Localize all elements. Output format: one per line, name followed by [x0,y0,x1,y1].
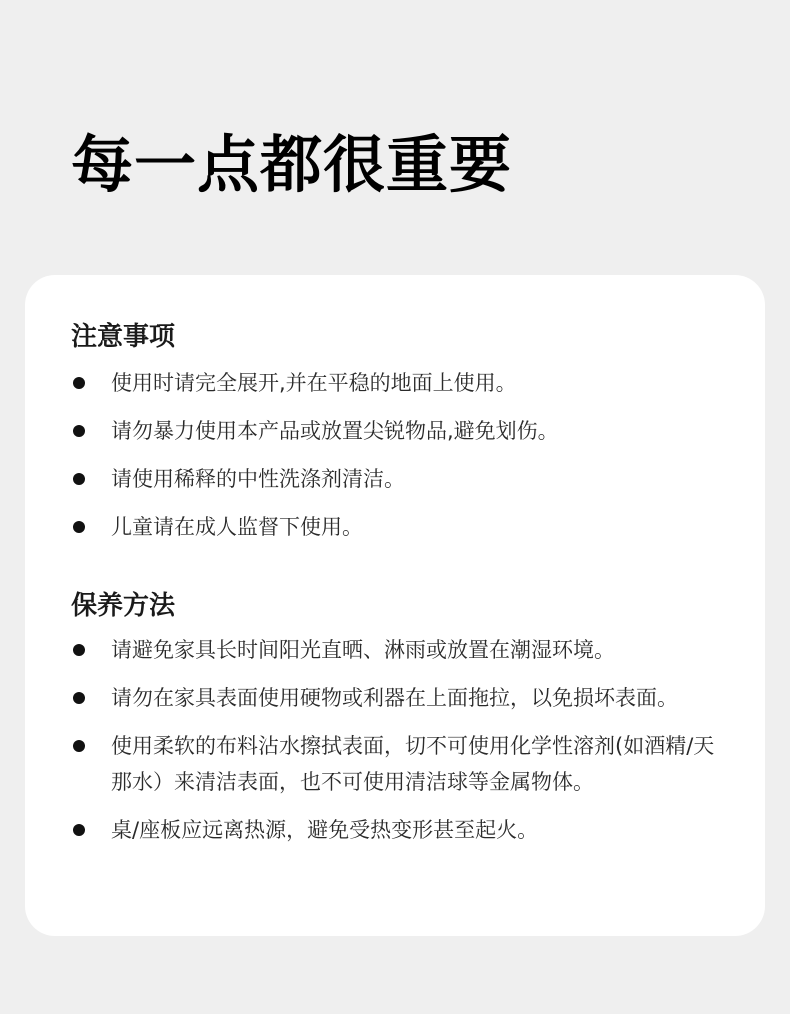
bullet-dot-icon [73,740,85,752]
notes-section [71,315,731,557]
info-card [25,275,765,936]
list-item-text: 请勿暴力使用本产品或放置尖锐物品,避免划伤。 [111,419,559,443]
list-item-text: 使用时请完全展开,并在平稳的地面上使用。 [111,371,517,395]
bullet-dot-icon [73,521,85,533]
list-item [71,365,731,401]
list-item-text: 请使用稀释的中性洗涤剂清洁。 [111,467,405,491]
list-item [71,812,731,848]
list-item [71,413,731,449]
bullet-dot-icon [73,692,85,704]
bullet-dot-icon [73,377,85,389]
bullet-dot-icon [73,425,85,437]
list-item-text: 请勿在家具表面使用硬物或利器在上面拖拉，以免损坏表面。 [111,686,678,710]
page-title: 每一点都很重要 [71,128,513,201]
list-item [71,728,731,800]
care-list [71,632,731,848]
list-item [71,632,731,668]
list-item [71,461,731,497]
notes-list [71,365,731,545]
bullet-dot-icon [73,473,85,485]
bullet-dot-icon [73,824,85,836]
care-heading: 保养方法 [71,591,176,621]
list-item-text: 请避免家具长时间阳光直晒、淋雨或放置在潮湿环境。 [111,638,615,662]
bullet-dot-icon [73,644,85,656]
list-item [71,680,731,716]
list-item-text: 使用柔软的布料沾水擦拭表面，切不可使用化学性溶剂(如酒精/天那水）来清洁表面，也不可使用清洁球等金属物体。 [111,734,715,794]
list-item-text: 儿童请在成人监督下使用。 [111,515,363,539]
notes-heading: 注意事项 [71,322,176,352]
list-item [71,509,731,545]
care-section [71,584,731,860]
list-item-text: 桌/座板应远离热源，避免受热变形甚至起火。 [111,818,539,842]
